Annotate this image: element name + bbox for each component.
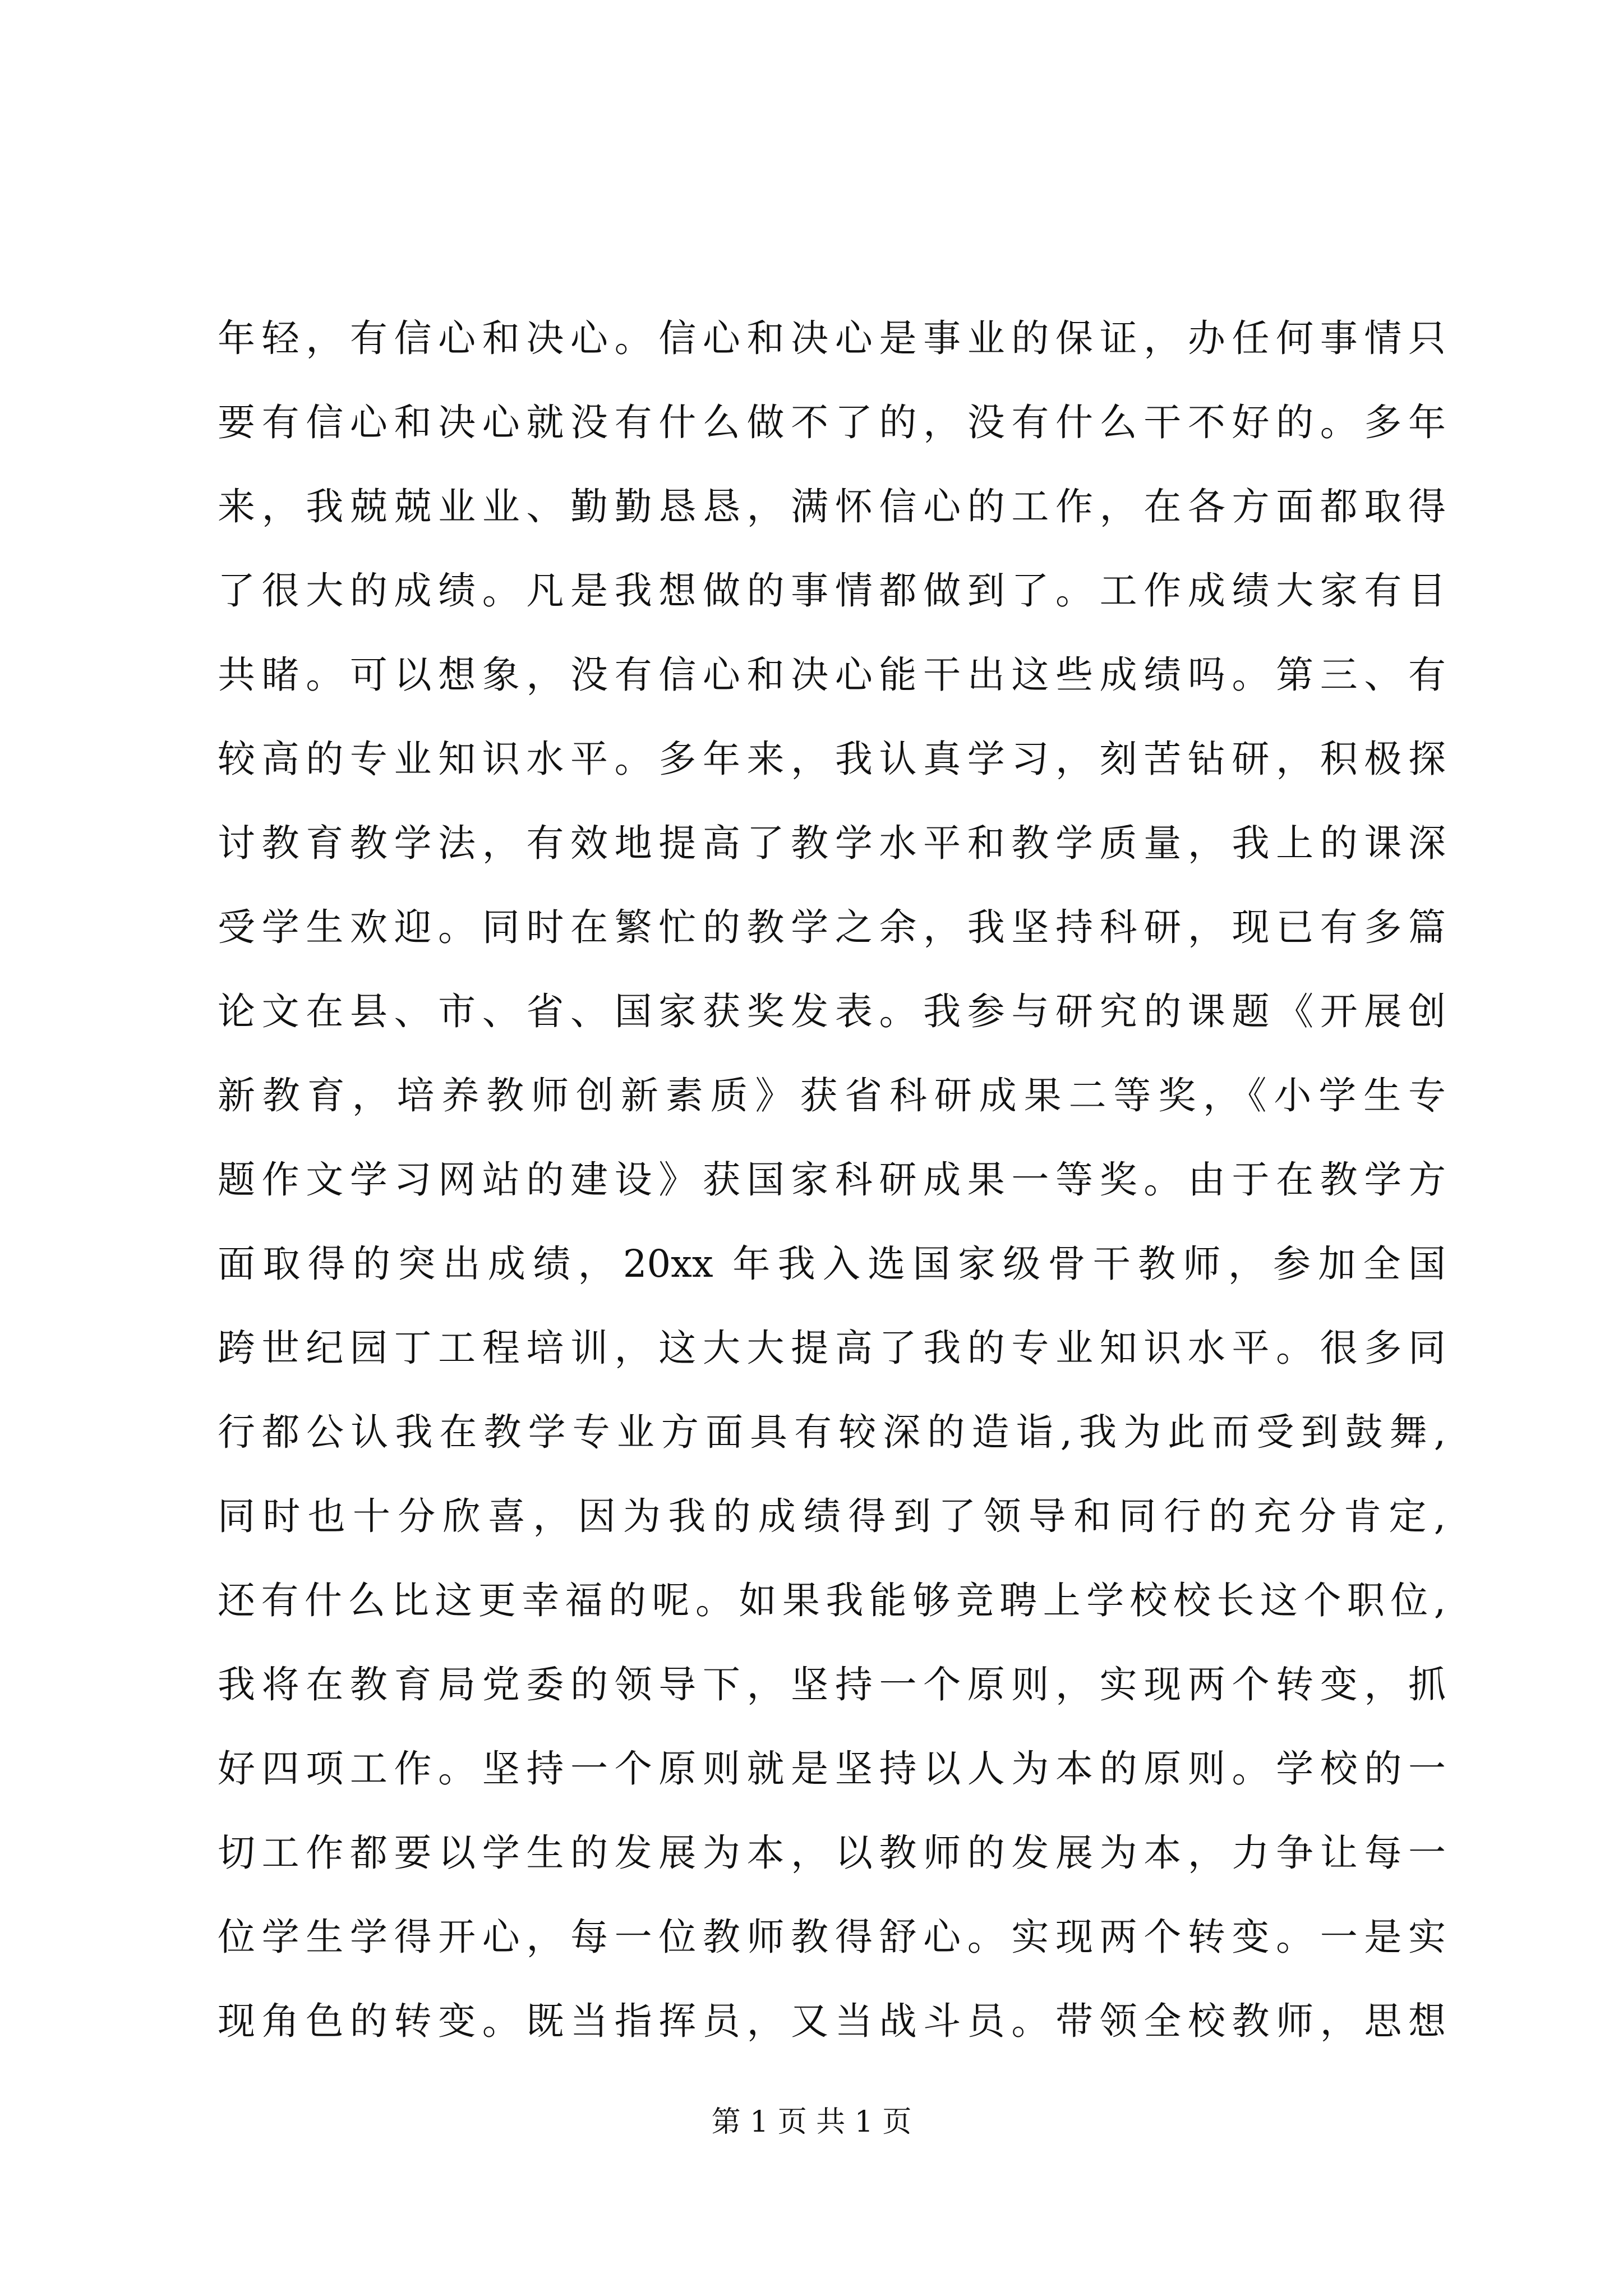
text-line: 题作文学习网站的建设》获国家科研成果一等奖。由于在教学方 [218, 1158, 1446, 1202]
text-line: 切工作都要以学生的发展为本，以教师的发展为本，力争让每一 [218, 1831, 1446, 1875]
text-line: 新教育，培养教师创新素质》获省科研成果二等奖，《小学生专 [218, 1074, 1446, 1117]
text-line: 论文在县、市、省、国家获奖发表。我参与研究的课题《开展创 [218, 990, 1446, 1033]
body-text [218, 296, 1446, 2063]
text-line: 还有什么比这更幸福的呢。如果我能够竞聘上学校校长这个职位, [218, 1579, 1446, 1622]
text-line: 年轻，有信心和决心。信心和决心是事业的保证，办任何事情只 [218, 316, 1446, 360]
text-line: 要有信心和决心就没有什么做不了的，没有什么干不好的。多年 [218, 401, 1446, 444]
text-line: 面取得的突出成绩，20xx 年我入选国家级骨干教师，参加全国 [218, 1242, 1446, 1286]
text-line: 跨世纪园丁工程培训，这大大提高了我的专业知识水平。很多同 [218, 1326, 1446, 1370]
text-line: 我将在教育局党委的领导下，坚持一个原则，实现两个转变，抓 [218, 1663, 1446, 1706]
page-footer [0, 2098, 1623, 2140]
page-number-label: 第 1 页 共 1 页 [711, 2105, 912, 2139]
text-line: 来，我兢兢业业、勤勤恳恳，满怀信心的工作，在各方面都取得 [218, 485, 1446, 528]
text-line: 位学生学得开心，每一位教师教得舒心。实现两个转变。一是实 [218, 1915, 1446, 1959]
text-line: 行都公认我在教学专业方面具有较深的造诣,我为此而受到鼓舞, [218, 1410, 1446, 1454]
text-line: 现角色的转变。既当指挥员，又当战斗员。带领全校教师，思想 [218, 1999, 1446, 2043]
text-line: 共睹。可以想象，没有信心和决心能干出这些成绩吗。第三、有 [218, 653, 1446, 697]
text-line: 好四项工作。坚持一个原则就是坚持以人为本的原则。学校的一 [218, 1747, 1446, 1791]
text-line: 较高的专业知识水平。多年来，我认真学习，刻苦钻研，积极探 [218, 737, 1446, 781]
text-line: 了很大的成绩。凡是我想做的事情都做到了。工作成绩大家有目 [218, 569, 1446, 613]
text-line: 讨教育教学法，有效地提高了教学水平和教学质量，我上的课深 [218, 821, 1446, 865]
text-line: 同时也十分欣喜，因为我的成绩得到了领导和同行的充分肯定, [218, 1494, 1446, 1538]
text-line: 受学生欢迎。同时在繁忙的教学之余，我坚持科研，现已有多篇 [218, 905, 1446, 949]
